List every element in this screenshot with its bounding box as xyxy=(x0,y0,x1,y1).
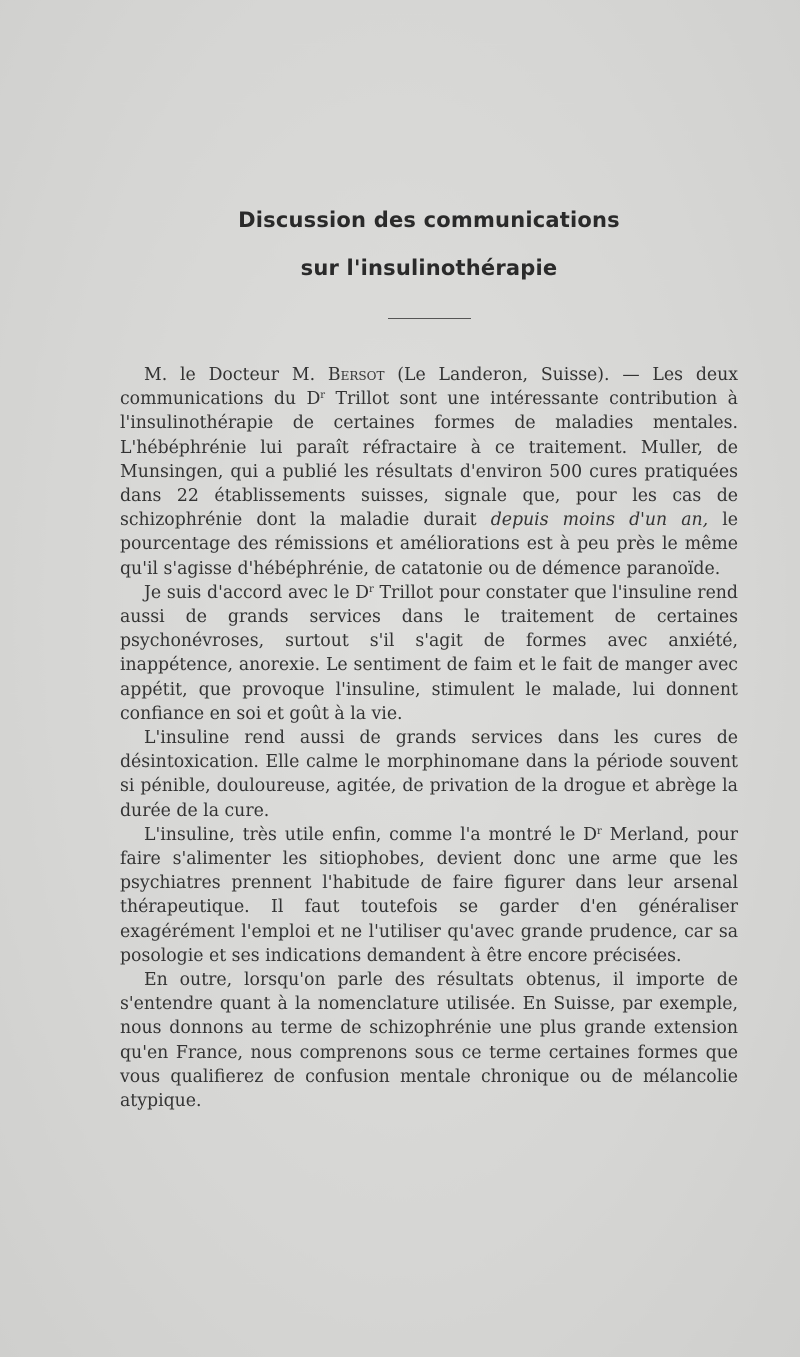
separator-rule xyxy=(388,318,471,319)
body-text xyxy=(120,363,738,1113)
paragraph-2-text-2: Trillot pour constater que l'insuline rend aussi de grands services dans le traitement de certaines psychonévroses, surtout s'il s'agit de formes avec anxiété, inappétence, anorexie. Le sentiment de faim et le fait de manger avec appétit, que provoque l'insuline, stimulent le malade, lui donnent confiance en soi et goût à la vie. xyxy=(120,582,738,724)
paragraph-2 xyxy=(120,581,738,726)
paragraph-2-text-1: Je suis d'accord avec le D xyxy=(144,582,370,603)
paragraph-4-text-1: L'insuline, très utile enfin, comme l'a montré le D xyxy=(144,824,598,845)
speaker-suffix: (Le Landeron, Suisse). — Les deux communications du D xyxy=(120,365,738,410)
superscript: r xyxy=(369,583,374,595)
speaker-prefix: M. le Docteur M. xyxy=(144,365,328,385)
paragraph-1 xyxy=(120,363,738,581)
superscript: r xyxy=(320,390,326,402)
superscript: r xyxy=(597,825,602,837)
paragraph-1-text-2: le pourcentage des rémissions et améliorations est à peu près le même qu'il s'agisse d'hébéphrénie, de catatonie ou de démence paranoïde. xyxy=(120,510,739,579)
paragraph-4 xyxy=(120,823,738,968)
paragraph-5: En outre, lorsqu'on parle des résultats obtenus, il importe de s'entendre quant à la nomenclature utilisée. En Suisse, par exemple, nous donnons au terme de schizophrénie une plus grande extension qu'en France, nous comprenons sous ce terme certaines formes que vous qualifierez de confusion mentale chronique ou de mélancolie atypique. xyxy=(120,970,738,1112)
paragraph-4-text-2: Merland, pour faire s'alimenter les sitiophobes, devient donc une arme que les psychiatres prennent l'habitude de faire figurer dans leur arsenal thérapeutique. Il faut toutefois se garder d'en généraliser exagérément l'emploi et ne l'utiliser qu'avec grande prudence, car sa posologie et ses indications demandent à être encore précisées. xyxy=(120,824,738,966)
heading-line-1: Discussion des communications xyxy=(238,208,620,232)
heading-line-2: sur l'insulinothérapie xyxy=(300,256,558,280)
paragraph-3: L'insuline rend aussi de grands services dans les cures de désintoxication. Elle calme le morphinomane dans la période souvent si pénible, douloureuse, agitée, de privation de la drogue et abrège la durée de la cure. xyxy=(120,728,738,821)
paragraph-1-text-1: Trillot sont une intéressante contribution à l'insulinothérapie de certaines formes de maladies mentales. L'hébéphrénie lui paraît réfractaire à ce traitement. Muller, de Munsingen, qui a publié les résultats d'environ 500 cures pratiquées dans 22 établissements suisses, signale que, pour les cas de schizophrénie dont la maladie durait xyxy=(120,389,738,531)
italic-phrase: depuis moins d'un an, xyxy=(490,510,709,531)
speaker-name: Bersot xyxy=(327,365,385,385)
